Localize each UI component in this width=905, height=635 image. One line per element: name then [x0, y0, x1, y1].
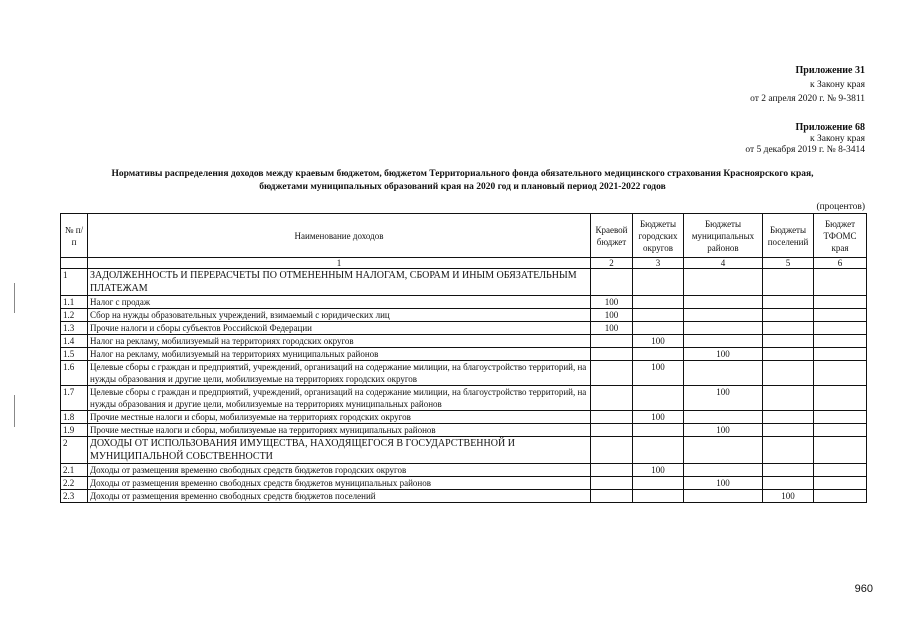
row-number: 1.1	[61, 296, 88, 309]
value-city	[633, 386, 684, 411]
value-district: 100	[684, 424, 763, 437]
table-row	[61, 322, 867, 335]
row-name: ЗАДОЛЖЕННОСТЬ И ПЕРЕРАСЧЕТЫ ПО ОТМЕНЕННЫМ НАЛОГАМ, СБОРАМ И ИНЫМ ОБЯЗАТЕЛЬНЫМ ПЛАТЕЖАМ	[88, 269, 591, 296]
value-regional: 100	[591, 322, 633, 335]
header-num: № п/п	[61, 214, 88, 258]
revenue-distribution-table	[60, 213, 867, 503]
value-district	[684, 490, 763, 503]
value-tfoms	[814, 269, 867, 296]
value-tfoms	[814, 490, 867, 503]
table-row	[61, 269, 867, 296]
value-city: 100	[633, 361, 684, 386]
document-title-line-1: Нормативы распределения доходов между краевым бюджетом, бюджетом Территориального фонда обязательного медицинского страхования Красноярского края,	[111, 169, 814, 179]
row-number: 1.8	[61, 411, 88, 424]
header-name: Наименование доходов	[88, 214, 591, 258]
value-tfoms	[814, 464, 867, 477]
value-regional	[591, 464, 633, 477]
value-city: 100	[633, 335, 684, 348]
value-tfoms	[814, 296, 867, 309]
row-name: Доходы от размещения временно свободных средств бюджетов городских округов	[88, 464, 591, 477]
document-title	[60, 168, 865, 194]
value-city	[633, 348, 684, 361]
table-row	[61, 464, 867, 477]
value-tfoms	[814, 348, 867, 361]
row-name: Доходы от размещения временно свободных средств бюджетов муниципальных районов	[88, 477, 591, 490]
value-tfoms	[814, 322, 867, 335]
value-settlement	[763, 309, 814, 322]
value-settlement	[763, 361, 814, 386]
row-name: Целевые сборы с граждан и предприятий, учреждений, организаций на содержание милиции, на благоустройство территорий, на нужды образования и другие цели, мобилизуемые на территориях городских округов	[88, 361, 591, 386]
row-name: Доходы от размещения временно свободных средств бюджетов поселений	[88, 490, 591, 503]
value-settlement: 100	[763, 490, 814, 503]
header-district-budgets: Бюджеты муниципальных районов	[684, 214, 763, 258]
value-settlement	[763, 386, 814, 411]
table-row	[61, 335, 867, 348]
row-number: 1.7	[61, 386, 88, 411]
value-district: 100	[684, 477, 763, 490]
value-regional	[591, 411, 633, 424]
row-name: Прочие налоги и сборы субъектов Российской Федерации	[88, 322, 591, 335]
header-city-budgets: Бюджеты городских округов	[633, 214, 684, 258]
value-tfoms	[814, 386, 867, 411]
annex-date-line: от 2 апреля 2020 г. № 9-3811	[750, 94, 865, 104]
column-index: 1	[88, 258, 591, 269]
row-number: 2	[61, 437, 88, 464]
value-district: 100	[684, 348, 763, 361]
value-regional	[591, 361, 633, 386]
value-city	[633, 269, 684, 296]
value-city	[633, 424, 684, 437]
annex-date-line: от 5 декабря 2019 г. № 8-3414	[745, 145, 865, 155]
value-city	[633, 322, 684, 335]
value-city	[633, 490, 684, 503]
annex-law-line: к Закону края	[809, 80, 865, 90]
row-number: 1.2	[61, 309, 88, 322]
value-district	[684, 296, 763, 309]
table-row	[61, 437, 867, 464]
value-city	[633, 477, 684, 490]
row-number: 1.3	[61, 322, 88, 335]
scan-margin-mark	[14, 395, 15, 427]
header-tfoms-budget: Бюджет ТФОМС края	[814, 214, 867, 258]
value-settlement	[763, 296, 814, 309]
row-number: 1.4	[61, 335, 88, 348]
column-index: 5	[763, 258, 814, 269]
value-district	[684, 322, 763, 335]
row-name: Прочие местные налоги и сборы, мобилизуемые на территориях городских округов	[88, 411, 591, 424]
value-district	[684, 437, 763, 464]
column-index: 6	[814, 258, 867, 269]
document-title-line-2: бюджетами муниципальных образований края на 2020 год и плановый период 2021-2022 годов	[259, 182, 666, 192]
value-regional	[591, 269, 633, 296]
value-regional	[591, 386, 633, 411]
value-tfoms	[814, 309, 867, 322]
table-header-row	[61, 214, 867, 258]
column-index: 2	[591, 258, 633, 269]
value-district	[684, 464, 763, 477]
value-settlement	[763, 477, 814, 490]
value-district	[684, 269, 763, 296]
row-name: Целевые сборы с граждан и предприятий, учреждений, организаций на содержание милиции, на благоустройство территорий, на нужды образования и другие цели, мобилизуемые на территориях муниципальных районов	[88, 386, 591, 411]
annex-law-line: к Закону края	[809, 134, 865, 144]
value-district	[684, 335, 763, 348]
header-settlement-budgets: Бюджеты поселений	[763, 214, 814, 258]
value-settlement	[763, 269, 814, 296]
value-settlement	[763, 424, 814, 437]
value-district	[684, 411, 763, 424]
table-body	[61, 269, 867, 503]
row-number: 2.3	[61, 490, 88, 503]
units-label: (процентов)	[816, 202, 865, 212]
value-regional	[591, 335, 633, 348]
value-tfoms	[814, 437, 867, 464]
value-settlement	[763, 335, 814, 348]
row-number: 1.9	[61, 424, 88, 437]
row-name: ДОХОДЫ ОТ ИСПОЛЬЗОВАНИЯ ИМУЩЕСТВА, НАХОДЯЩЕГОСЯ В ГОСУДАРСТВЕННОЙ И МУНИЦИПАЛЬНОЙ СОБСТВЕННОСТИ	[88, 437, 591, 464]
row-number: 2.1	[61, 464, 88, 477]
value-tfoms	[814, 411, 867, 424]
value-settlement	[763, 411, 814, 424]
table-row	[61, 411, 867, 424]
row-name: Налог на рекламу, мобилизуемый на территориях муниципальных районов	[88, 348, 591, 361]
row-number: 1.6	[61, 361, 88, 386]
value-city	[633, 437, 684, 464]
value-city: 100	[633, 411, 684, 424]
header-regional-budget: Краевой бюджет	[591, 214, 633, 258]
value-city	[633, 296, 684, 309]
value-regional	[591, 477, 633, 490]
page-number: 960	[854, 583, 873, 595]
row-number: 1	[61, 269, 88, 296]
value-district	[684, 361, 763, 386]
value-tfoms	[814, 424, 867, 437]
row-name: Сбор на нужды образовательных учреждений, взимаемый с юридических лиц	[88, 309, 591, 322]
row-name: Налог на рекламу, мобилизуемый на территориях городских округов	[88, 335, 591, 348]
table-row	[61, 477, 867, 490]
table-row	[61, 424, 867, 437]
table-row	[61, 309, 867, 322]
column-index: 4	[684, 258, 763, 269]
value-settlement	[763, 464, 814, 477]
table-row	[61, 296, 867, 309]
annex-31-block	[750, 64, 865, 106]
value-regional	[591, 348, 633, 361]
value-regional	[591, 424, 633, 437]
value-regional: 100	[591, 309, 633, 322]
table-row	[61, 361, 867, 386]
value-regional	[591, 490, 633, 503]
table-row	[61, 386, 867, 411]
annex-title: Приложение 68	[795, 122, 865, 133]
value-district	[684, 309, 763, 322]
value-city	[633, 309, 684, 322]
value-city: 100	[633, 464, 684, 477]
row-name: Налог с продаж	[88, 296, 591, 309]
value-district: 100	[684, 386, 763, 411]
annex-68-block	[745, 122, 865, 156]
scan-margin-mark	[14, 283, 15, 313]
row-number: 1.5	[61, 348, 88, 361]
value-settlement	[763, 322, 814, 335]
value-settlement	[763, 348, 814, 361]
row-number: 2.2	[61, 477, 88, 490]
table-row	[61, 348, 867, 361]
value-tfoms	[814, 335, 867, 348]
table-row	[61, 490, 867, 503]
value-tfoms	[814, 361, 867, 386]
value-regional	[591, 437, 633, 464]
row-name: Прочие местные налоги и сборы, мобилизуемые на территориях муниципальных районов	[88, 424, 591, 437]
column-index-row	[61, 258, 867, 269]
value-regional: 100	[591, 296, 633, 309]
value-settlement	[763, 437, 814, 464]
column-index: 3	[633, 258, 684, 269]
value-tfoms	[814, 477, 867, 490]
annex-title: Приложение 31	[795, 65, 865, 76]
